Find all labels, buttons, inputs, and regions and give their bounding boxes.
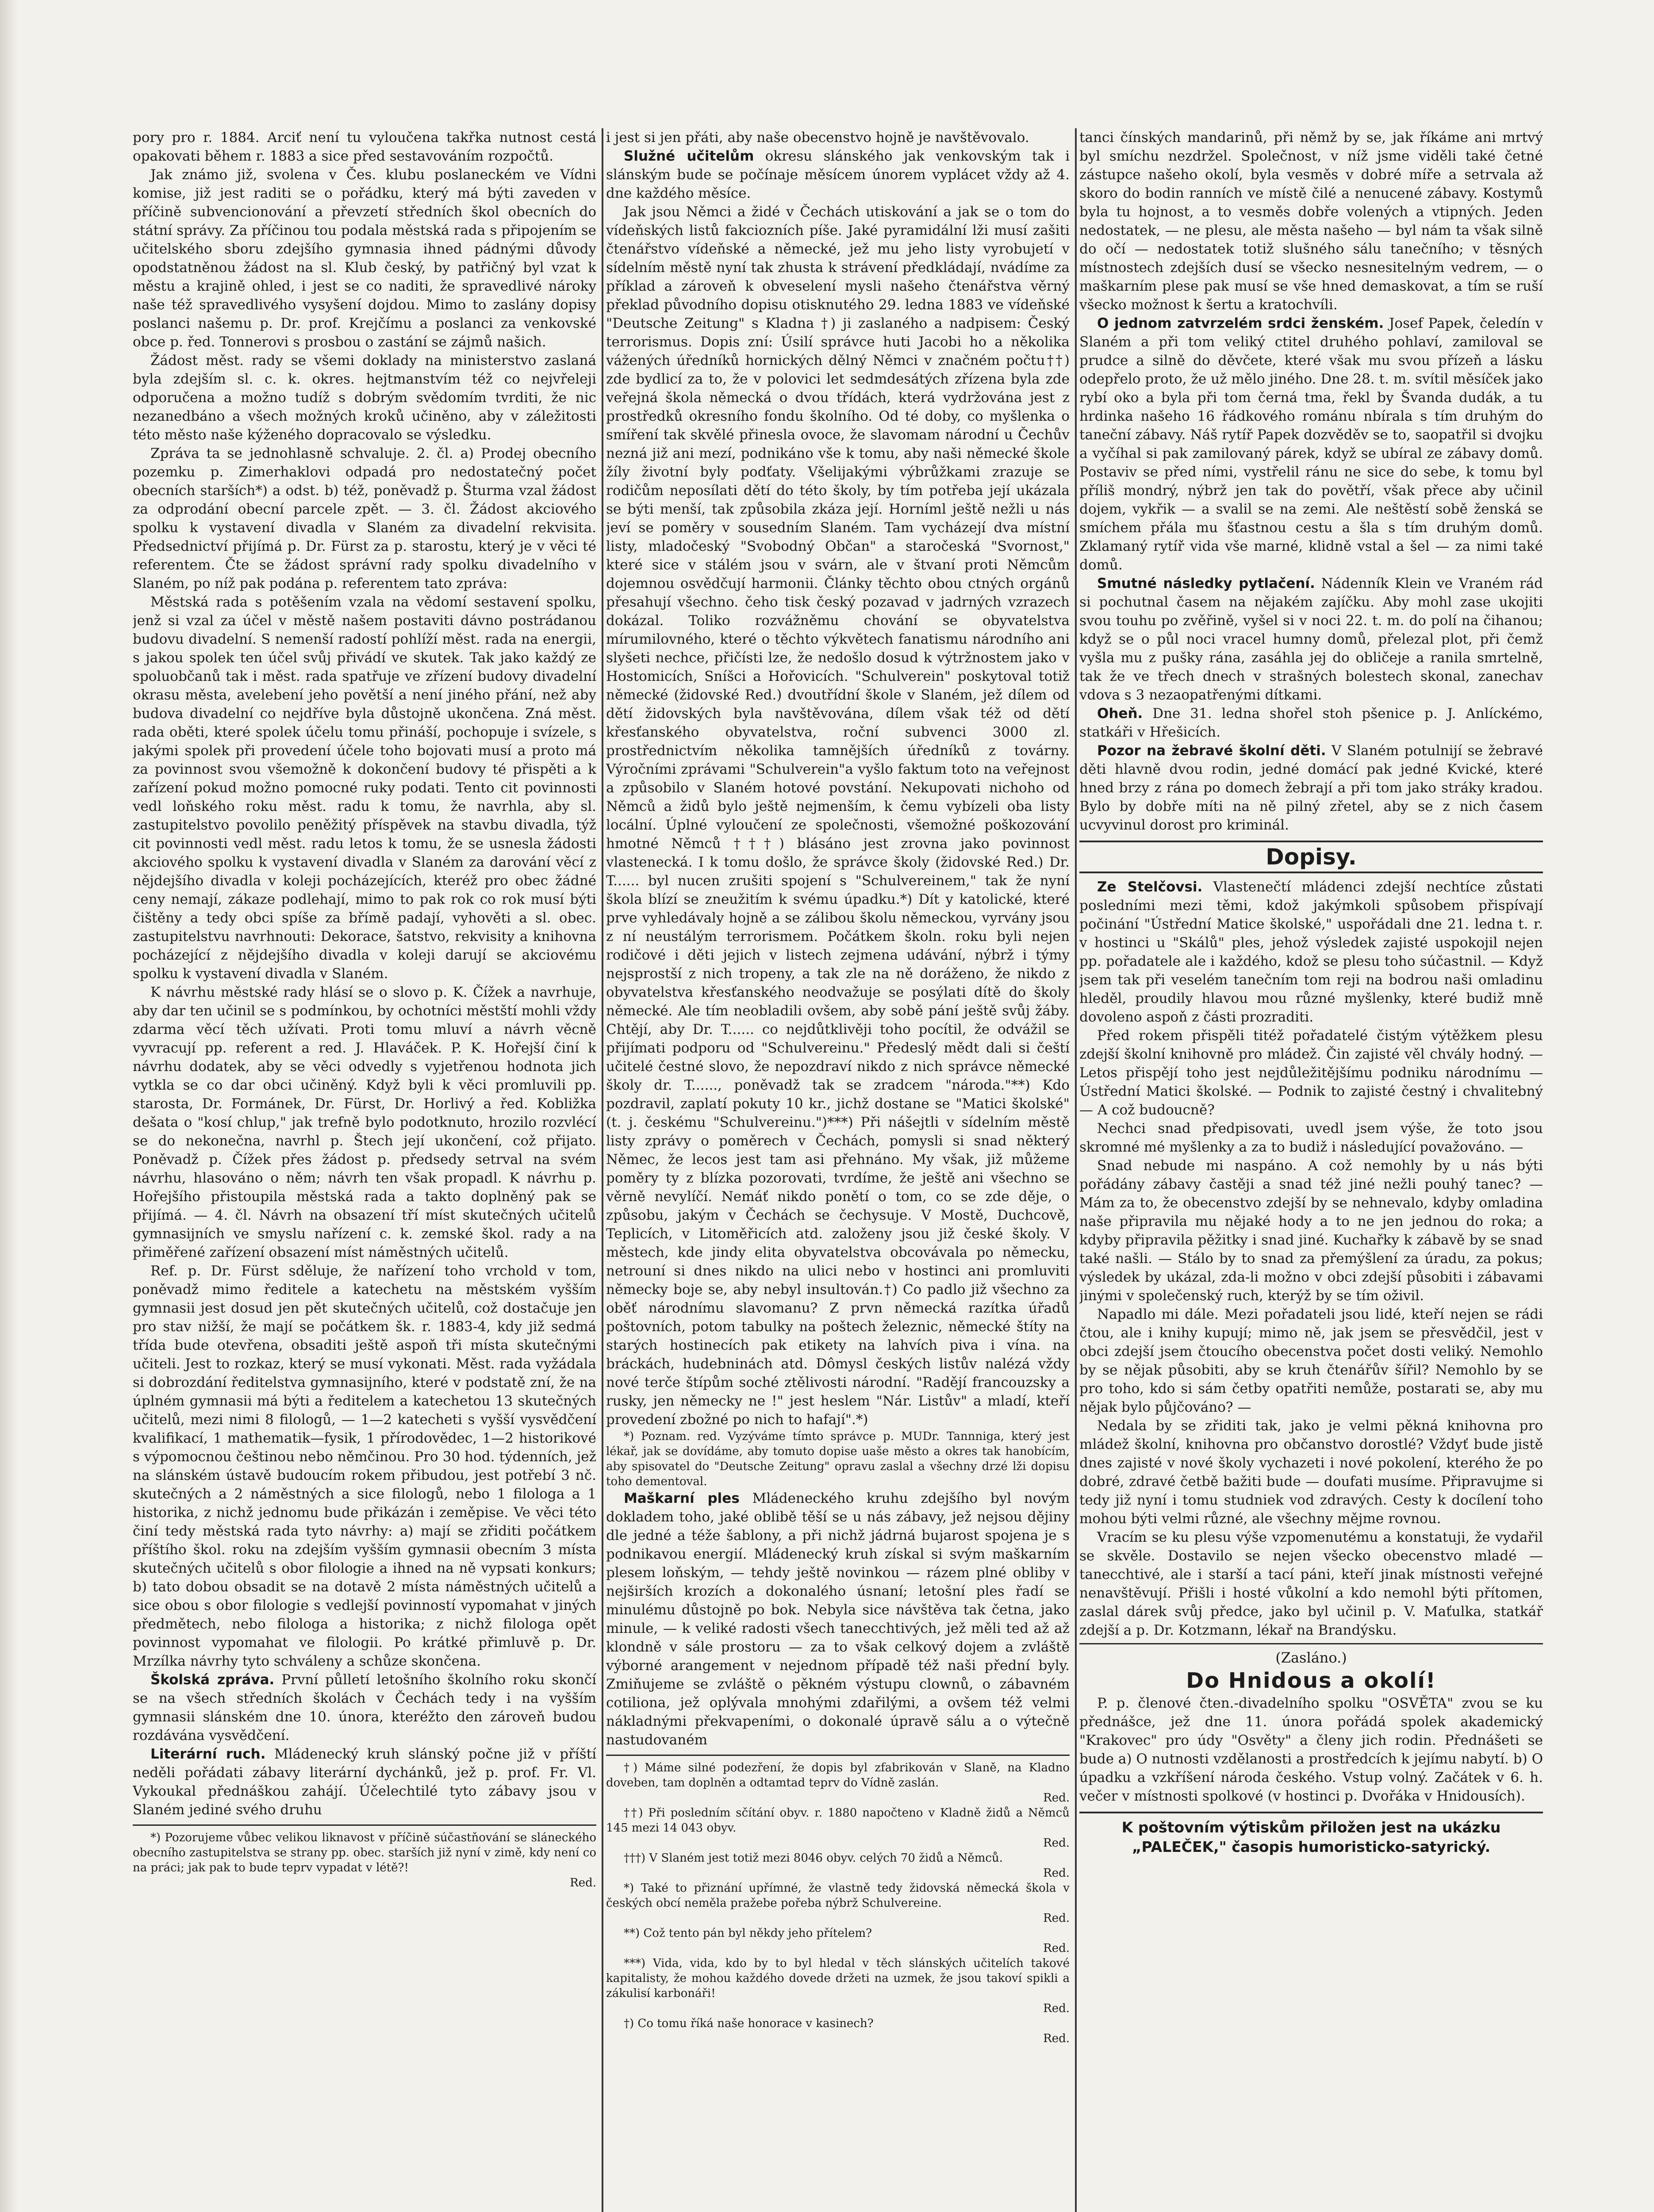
footnote: ††) Při posledním sčítání obyv. r. 1880 napočteno v Kladně židů a Němců 145 mezi 14 043 obyv. Red. — [606, 1806, 1070, 1850]
footnote-signature: Red. — [1043, 1942, 1070, 1955]
newspaper-columns — [133, 128, 1544, 2212]
article-heading: Oheň. — [1097, 706, 1143, 722]
footnotes — [133, 1824, 596, 1890]
letter-paragraph: Ze Stelčovsi. Vlastenečtí mládenci zdejší nechtíce zůstati posledními mezi těmi, kdož jakýmkoli spůsobem přispívají počinání "Ústřední Matice školské," uspořádali dne 21. ledna t. r. v hostinci u "Skálů" ples, jehož výsledek zajisté uspokojil nejen pp. pořadatele ale i každého, kdož se plesu toho súčastnil. — Když jsem tak při veselém tanečním tom reji na bodrou naši omladinu hleděl, proudily hlavou mou různé myšlenky, které budiž mně dovoleno aspoň z části prozraditi. — [1079, 879, 1543, 1025]
column-2 — [606, 128, 1070, 2212]
article-paragraph: tanci čínských mandarinů, při němž by se, jak říkáme ani mrtvý byl smíchu nezdržel. Společnost, v níž jsme viděli také četné zástupce našeho okolí, byla vesměs v dobré míře a setrvala až skoro do bodin ranních ve místě čilé a nenucené zábavy. Kostymů byla tu hojnost, a to vesměs dobře volených a vtipných. Jeden nedostatek, — ne plesu, ale města našeho — byl nám ta však silně do očí — nedostatek totiž slušného sálu tanečního; v těsných místnostech zdejších dusí se všecko nesnesitelným vedrem, — o maškarním plese pak musí se vše hned demaskovat, a tím se ruší všecko možnost k šertu a kratochvíli. — [1079, 130, 1543, 313]
footnote: †††) V Slaném jest totiž mezi 8046 obyv. celých 70 židů a Němců. Red. — [606, 1851, 1070, 1881]
article-paragraph: Smutné následky pytlačení. Nádenník Klein ve Vraném rád si pochutnal časem na nějakém zajíčku. Aby mohl zase ukojiti svou touhu po zvěřině, vyšel si v noci 22. t. m. do polí na čihanou; když se o půl noci vracel humny domů, přelezal plot, při čemž vyšla mu z pušky rána, zasáhla jej do obličeje a ranila smrtelně, tak že ve třech dnech v strašných bolestech skonal, zanechav vdova s 3 nezaopatřenými dítkami. — [1079, 576, 1543, 703]
article-paragraph: Oheň. Dne 31. ledna shořel stoh pšenice p. J. Anlíckémo, statkáři v Hřešicích. — [1079, 706, 1543, 740]
article-paragraph: Služné učitelům okresu slánského jak venkovským tak i slánským bude se počínaje měsícem únorem vyplácet vždy až 4. dne každého měsíce. — [606, 148, 1070, 201]
zaslano-heading: Do Hnidous a okolí! — [1186, 1668, 1436, 1693]
footnote-signature: Red. — [1043, 2032, 1070, 2045]
article-heading: Pozor na žebravé školní děti. — [1097, 743, 1326, 759]
article-heading: Maškarní ples — [624, 1490, 740, 1506]
footnotes — [606, 1755, 1070, 2046]
article-paragraph: Školská zpráva. První půlletí letošního školního roku skončí se na všech středních školách v Čechách tedy i na vyšším gymnasii slánském dne 10. února, kteréžto den zároveň budou rozdávána vysvědčení. — [133, 1672, 596, 1743]
article-heading: O jednom zatvrzelém srdci ženském. — [1097, 315, 1384, 331]
footnote: *) Pozorujeme vůbec velikou liknavost v příčině súčastňování se sláneckého obecního zastupitelstva se strany pp. obec. starších již nyní v zimě, kdy není co na práci; jak pak to bude teprv vypadat v létě?! Red. — [133, 1831, 596, 1889]
article-paragraph: Městská rada s potěšením vzala na vědomí sestavení spolku, jenž si vzal za účel v městě našem postaviti dávno postrádanou budovu divadelní. S nemenší radostí pohlíží měst. rada na energii, s jakou spolek ten účel svůj přivádí ve skutek. Tak jako každý ze spoluobčanů tak i měst. rada spatřuje ve zřízení budovy divadelní okrasu města, avelebení jeho povětší a není jiného přání, než aby budova divadelní co nejdříve byla důstojně ukončena. Zná měst. rada oběti, které spolek účelu tomu přináší, pochopuje i svízele, s jakými spolek při provedení účele toho bojovati musí a proto má za povinnost svou všemožně k dokončení budovy té přispěti a k zařízení pokud možno pomocné ruky podati. Tento cit povinnosti vedl loňského roku měst. radu k tomu, že navrhla, aby sl. zastupitelstvo povolilo peněžitý příspěvek na stavbu divadla, týž cit povinnosti vedl měst. radu letos k tomu, že se usnesla žádosti akciového spolku k vystavení divadla v Slaném za darování věcí z nějdejšího divadla v koleji pocházejících, kteréž pro obec žádné ceny nemají, zákaze podlehají, mimo to pak rok co rok musí býti čištěny a tedy obci spíše za břímě padají, vyhověti a sl. obec. zastupitelstvu navrhnouti: Dekorace, šatstvo, rekvisity a knihovna pocházející z nějdejšího divadla v koleji darují se akciovému spolku k vystavení divadla v Slaném. — [133, 594, 596, 982]
article-heading: Školská zpráva. — [150, 1672, 275, 1688]
letter-paragraph: Vracím se ku plesu výše vzpomenutému a konstatuji, že vydařil se skvěle. Dostavilo se nejen všecko obecenstvo mladé — tanecchtivé, ale i starší a tací páni, kteří jinak místnosti veřejné nenavštěvují. Přišli i hosté vůkolní a kdo nemohl býti přítomen, zaslal dárek svůj předce, jako byl učinil p. V. Maťulka, statkář zdejší a p. Dr. Kotzmann, lékař na Brandýsku. — [1079, 1529, 1543, 1638]
footnote: †) Co tomu říká naše honorace v kasinech? Red. — [606, 2016, 1070, 2046]
article-heading: Služné učitelům — [624, 148, 754, 164]
letter-paragraph: Nechci snad předpisovati, uvedl jsem výše, že toto jsou skromné mé myšlenky a za to budiž i následující považováno. — — [1079, 1121, 1543, 1155]
postal-notice: K poštovním výtiskům přiložen jest na ukázku „PALEČEK," časopis humoristicko-satyrický. — [1079, 1812, 1543, 1857]
article-paragraph: Ref. p. Dr. Fürst sděluje, že nařízení toho vrchold v tom, poněvadž mimo ředitele a katechetu na městském vyšším gymnasii jest dosud jen pět skutečných učitelů, což dostačuje jen pro stav nižší, že mají se počátkem šk. r. 1883-4, kdy již sedmá třída bude otevřena, obsaditi ještě aspoň tři místa skutečnými učiteli. Jest to rozkaz, který se musí vykonati. Měst. rada vyžádala si dobrozdání ředitelstva gymnasijního, které v podstatě zní, že na úplném gymnasii má býti a ředitelem a katechetou 13 skutečných učitelů, mezi nimi 8 filologů, — 1—2 katecheti s vyšší vysvědčení kvalifikací, 1 mathematik—fysik, 1 přírodovědec, 1—2 historikové s výpomocnou češtinou nebo němčinou. Pro 30 hod. týdenních, jež na slánském ústavě budoucím rokem přibudou, jest potřebí 3 nč. skutečných a 2 náměstných a sice filologů, nebo 1 filologa a 1 historika, z nichž jednomu bude přikázán i zeměpise. Ve věci této činí tedy městská rada tyto návrhy: a) mají se zřiditi počátkem příštího škol. roku na zdejším vyšším gymnasii obecním 3 místa skutečných učitelů s obor filologie a ihned na ně vypsati konkurs; b) tato dobou obsadit se na dotavě 2 místa náměstných učitelů a sice obou s obor filologie s vedlejší povinností vypomahat v jiných předmětech, nebo filologa a historika; z nichž filologa opět povinnost vypomahat ve filologii. Po krátké přimluvě p. Dr. Mrzílka návrhy tyto schváleny a schůze skončena. — [133, 1263, 596, 1669]
page-edge — [0, 0, 18, 2212]
footnote: †) Máme silné podezření, že dopis byl zfabrikován v Slaně, na Kladno doveben, tam doplněn a odtamtad teprv do Vídně zaslán. Red. — [606, 1761, 1070, 1805]
letter-paragraph: Snad nebude mi naspáno. A což nemohly by u nás býti pořádány zábavy častěji a snad též jiné nežli pouhý tanec? — Mám za to, že obecenstvo zdejší by se nehnevalo, kdyby omladina naše připravila mu nějaké hody a to ne jen jednou do roka; a kdyby připravila pěžitky i snad jiné. Kuchařky k zábavě by se snad také našli. — Stálo by to snad za přemýšlení za úradu, za pokus; výsledek by ukázal, zda-li možno v obci zdejší působiti i zábavami jinými v společenský ruch, kterýž by se tím oživil. — [1079, 1158, 1543, 1304]
article-paragraph: Jak známo již, svolena v Čes. klubu poslaneckém ve Vídni komise, již jest raditi se o pořádku, který má býti zaveden v příčině subvencionování a převzetí středních škol obecních do státní správy. Za příčinou tou podala městská rada s připojením se učitelského sboru zdejšího gymnasia ihned pádnými důvody opodstatněnou žádost na sl. Klub český, by patřičný byl vzat k městu a krajině ohled, i jest se co naditi, že spravedlivé nároky naše též spravedlivého vysyšení dojdou. Mimo to zaslány dopisy poslanci našemu p. Dr. prof. Krejčímu a poslanci za venkovské obce p. řed. Tonnerovi s prosbou o zastání se zájmů našich. — [133, 167, 596, 350]
article-paragraph: *) Poznam. red. Vyzýváme tímto správce p. MUDr. Tannniga, který jest lékař, jak se dovídáme, aby tomuto dopise uaše město a okres tak hanobícím, aby spisovatel do "Deutsche Zeitung" opravu zaslal a všechny drzé lži dopisu toho dementoval. — [606, 1430, 1070, 1488]
article-paragraph: Zpráva ta se jednohlasně schvaluje. 2. čl. a) Prodej obecního pozemku p. Zimerhaklovi odpadá pro nedostatečný počet obecních starších*) a odst. b) též, poněvadž p. Šturma vzal žádost za odprodání obecní parcele zpět. — 3. čl. Žádost akciového spolku k vystavení divadla v Slaném za divadelní rekvisita. Předsednictví přijímá p. Dr. Fürst za p. starostu, který je v věci té referentem. Čte se žádost správní rady spolku divadelního v Slaném, po níž pak podána p. referentem tato zpráva: — [133, 445, 596, 591]
footnote: **) Což tento pán byl někdy jeho přítelem? Red. — [606, 1926, 1070, 1956]
footnote-signature: Red. — [570, 1876, 596, 1889]
zaslano-body: P. p. členové čten.-divadelního spolku "OSVĚTA" zvou se ku přednášce, jež dne 11. února pořádá spolek akademický "Krakovec" pro údy "Osvěty" a členy jich rodin. Přednášeti se bude a) O nutnosti vzdělanosti a prostředcích k jejímu nabytí. b) O úpadku a vzkříšení národa českého. Vstup volný. Začátek v 6. h. večer v místnosti spolkové (v hostinci p. Dvořáka v Hnidousích). — [1079, 1695, 1543, 1804]
letter-paragraph: Nedala by se zřiditi tak, jako je velmi pěkná knihovna pro mládež školní, knihovna pro občanstvo dorostlé? Vždyť bude jistě dnes zajisté v nové školy vychazeti i nové pokolení, kterého že po dobré, zdravé četbě bažiti bude — doufati musíme. Připravujme si tedy již nyní i tomu studniek vod zdravých. Cesty k docílení toho mohou býti velmi různé, ale všechny mějme rovnou. — [1079, 1418, 1543, 1527]
article-paragraph: O jednom zatvrzelém srdci ženském. Josef Papek, čeledín v Slaném a při tom veliký ctitel druhého pohlaví, zamiloval se prudce a silně do děvčete, které však mu svou přízeň a lásku odepřelo proto, že už mělo jiného. Dne 28. t. m. svítil měsíček jako rybí oko a byla při tom černá tma, řekl by Švanda dudák, a tu hrdinka našeho 16 řádkového románu nbírala s tím druhým do taneční zábavy. Náš rytíř Papek dozvěděv se to, saopatřil si dvojku a vyčíhal si pak zamilovaný párek, když se ubíral ze zábavy domů. Postaviv se před ními, vystřelil ránu ne sice do sebe, k tomu byl příliš mondrý, nýbrž jen tak do povětří, však přece aby učinil dojem, vykřik — a svalil se na zemi. Ale neštěstí sobě ženská se smíchem přála mu šťastnou cestu a šla s tím druhým domů. Zklamaný rytíř vida vše marné, klidně vstal a šel — za nimi také domů. — [1079, 315, 1543, 573]
footnote: ***) Vida, vida, kdo by to byl hledal v těch slánských učitelích takové kapitalisty, že mohou každého dovede držeti na uzmek, že jsou takoví spikli a zákulisí karbonáři! Red. — [606, 1957, 1070, 2015]
article-paragraph: K návrhu městské rady hlásí se o slovo p. K. Čížek a navrhuje, aby dar ten učinil se s podmínkou, by ochotníci městští mohli vždy zdarma věcí těch užívati. Proti tomu mluví a návrh věcně vyvracují pp. referent a red. J. Hlaváček. P. K. Hořejší činí k návrhu dodatek, aby se věci odvedly s vyjetřenou hodnota jich vytkla se co dar obci učiněný. Když byli k věci promluvili pp. starosta, Dr. Formánek, Dr. Fürst, Dr. Horlivý a řed. Kobližka dešata o "kosí chlup," jak trefně bylo podotknuto, hrozilo rozvlécí se do nekonečna, navrhl p. Štech její ukončení, což přijato. Poněvadž p. Čížek přes žádost p. předsedy setrval na svém návrhu, hlasováno o něm; návrh ten však propadl. K návrhu p. Hořejšího přistoupila městská rada a takto doplněný pak se přijímá. — 4. čl. Návrh na obsazení tří míst skutečných učitelů gymnasijních ve smyslu nařízení c. k. zemské škol. rady a na přiměřené zařízení obsazení míst náměstných učitelů. — [133, 984, 596, 1260]
article-heading: Literární ruch. — [150, 1746, 266, 1762]
footnote-signature: Red. — [1043, 1791, 1070, 1805]
article-paragraph: Žádost měst. rady se všemi doklady na ministerstvo zaslaná byla zdejším sl. c. k. okres. hejtmanstvím též co nejvřeleji odporučena a možno tudíž s dobrým svědomím tvrditi, že nic nezanedbáno a všech možných kroků učiněno, aby v záležitosti této město naše kýženého dopracovalo se výsledku. — [133, 353, 596, 443]
article-paragraph: Pozor na žebravé školní děti. V Slaném potulnijí se žebravé děti hlavně dvou rodin, jedné domácí pak jedné Kvické, které hned brzy z rána po domech žebrají a při tom jako stráky kradou. Bylo by dobře míti na ně pilný zřetel, aby se z nich časem ucvyvinul dorost pro kriminál. — [1079, 743, 1543, 833]
article-paragraph: Maškarní ples Mládeneckého kruhu zdejšího byl novým dokladem toho, jaké oblibě těší se u nás zábavy, jež nejsou dějiny dle jedné a téže šablony, a při nichž jádrná bujarost spojena je s podnikavou energií. Mládenecký kruh získal si svým maškarním plesem loňským, — tehdy ještě novinkou — rázem plné obliby v nejširších krozích a dokonalého úsnaní; letošní ples řadí se minulému důstojně po bok. Nebyla sice návštěva tak četna, jako minule, — k veliké radosti všech tanecchtivých, jež měli ted až až klondně v sále prostoru — za to však celkový dojem a zvláště výborné arangement v nejednom případě též naši přední byly. Zmiňujeme se zvláště o pěkném výstupu clownů, o zábavném cotiliona, jež oplývala mnohými zdařilými, a ovšem též velmi nákladnými překvapeními, o dokonalé úpravě sálu a o výtečně nastudovaném — [606, 1490, 1070, 1748]
footnote: *) Také to přiznání upřímné, že vlastně tedy židovská německá škola v českých obcí neměla pražebe pořeba nýbrž Schulvereine. Red. — [606, 1882, 1070, 1925]
section-heading-dopisy: Dopisy. — [1079, 841, 1543, 873]
article-heading: Smutné následky pytlačení. — [1097, 576, 1315, 591]
zaslano-label: (Zasláno.) — [1275, 1649, 1347, 1666]
footnote-signature: Red. — [1043, 2002, 1070, 2015]
footnote-signature: Red. — [1043, 1836, 1070, 1850]
letter-paragraph: Napadlo mi dále. Mezi pořadateli jsou lidé, kteří nejen se rádi čtou, ale i knihy kupují; mimo ně, jak jsem se přesvědčil, jest v obci zdejší jsem čtoucího obecenstva počet dosti veliký. Nemohlo by se nějak působiti, aby se kruh čtenářův šířil? Nemohlo by se pro toho, kdo si sám četby opatřiti nemůže, postarati se, aby mu nějak bylo půjčováno? — — [1079, 1306, 1543, 1415]
column-1 — [133, 128, 596, 2212]
article-paragraph: pory pro r. 1884. Arciť není tu vyloučena takřka nutnost cestá opakovati během r. 1883 a sice před sestavováním rozpočtů. — [133, 130, 596, 164]
footnote-signature: Red. — [1043, 1912, 1070, 1925]
column-3 — [1079, 128, 1543, 2212]
article-paragraph: Jak jsou Němci a židé v Čechách utiskování a jak se o tom do vídeňských listů fakciozních píše. Jaké pyramidální lži musí zašiti čtenářstvo vídeňské a německé, jež mu jeho listy vyrobujetí v sídelním městě nyní tak zhusta k strávení předkládají, nvádíme za příklad a zároveň k obveselení mysli našeho čtenářstva věrný překlad původního dopisu otisknutého 29. ledna 1883 ve vídeňské "Deutsche Zeitung" s Kladna †) ji zaslaného a nadpisem: Český terrorismus. Dopis zní: Úsilí správce huti Jacobi ho a několika vážených úředníků hornických dělný Němci v značném počtu††) zde bydlicí za to, že v polovici let sedmdesátých zřízena byla zde veřejná škola německá o dvou třídách, která vydržována jest z prostředků okresního fondu školního. Od té doby, co myšlenka o smíření tak skvělé přinesla ovoce, že slavomam národní u Čechův nezná již ani mezí, podnikáno vše k tomu, aby naši německé škole žíly životní byly podťaty. Všelijakými výbrůžkami zrazuje se rodičům neposílati dětí do této školy, by tím potřeba její ukázala se býti menší, tak způsobila zkáza její. Horníml ještě nežli u nás jeví se poměry v sousedním Slaném. Tam vycházejí dva místní listy, mladočeský "Svobodný Občan" a staročeská "Svornost," které sice v stálém jsou v svárn, ale v štvaní proti Němcům dojemnou osvědčují harmonii. Články těchto obou ctných orgánů přesahují všechno. čeho tisk český pozavad v jadrných vzrazech dokázal. Toliko rozvážněmu chování se obyvatelstva mírumilovného, které o těchto výkvětech fanatismu národního ani slyšeti nechce, přičísti lze, že nedošlo dosud k výtržnostem jako v Hostomicích, Sníšci a Hořovicích. "Schulverein" poskytoval totiž německé (židovské Red.) dvoutřídní škole v Slaném, jež dílem od dětí židovských byla navštěvována, dílem však též od dětí křesťanského obyvatelstva, roční subvenci 3000 zl. prostřednictvím několika tamnějších úředníků z továrny. Výročními zprávami "Schulverein"a vyšlo faktum toto na veřejnost a způsobilo v Slaném hotové povstání. Nekupovati nichoho od Němců a židů bylo ještě nejmenším, k čemu vybízeli oba listy locální. Úplné vyloučení ze společnosti, všemožné poškozování hmotné Němců †††) blásáno jest zrovna jako povinnost vlastenecká. I k tomu došlo, že správce školy (židovské Red.) Dr. T...... byl nucen zrušiti spojení s "Schulvereinem," tak že nyní škola blízí se zneužitím k svému úpadku.*) Dít y katolické, které prve vyhledávaly hojně a se zálibou školu německou, vyrvány jsou z ní neustálým terrorismem. Počátkem školn. roku byli nejen rodičové i děti jejich v listech zejmena udávání, nýbrž i týmy nejsprostší z nich tropeny, a tak zle na ně doráženo, že nikdo z obyvatelstva křesťanského neodvažuje se posýlati dítě do školy německé. Ale tím neobladili ovšem, aby sobě pání ještě svůj žáby. Chtějí, aby Dr. T...... co nejdůtklivěji toho pocítil, že odvážil se přijímati podporu od "Schulvereinu." Předeslý mědt dali si čeští učitelé čestné slovo, že nepozdraví nikdo z nich správce německé školy dr. T......, poněvadž tak se zradcem "národa."**) Kdo pozdravil, zaplatí pokuty 10 kr., jichž dostane se "Matici školské" (t. j. českému "Schulvereinu.")***) Při nášejtli v sídelním městě listy zprávy o poměrech v Čechách, pomysli si snad některý Němec, že lecos jest tam asi přehnáno. My však, již můžeme poměry ty z blízka pozorovati, tvrdíme, že ještě ani všechno se věrně nevylíčí. Nemáť nikdo ponětí o tom, co se zde děje, o způsobu, jakým v Čechách se čechysuje. V Mostě, Duchcově, Teplicích, v Litoměřicích atd. založeny jsou již české školy. V městech, kde jindy elita obyvatelstva obcovávala po německu, netrouní si dnes nikdo na ulici nebo v hostinci ani promluviti německy boje se, aby nebyl insultován.†) Co padlo již všechno za oběť národnímu slavomanu? Z prvn německá razítka úřadů poštovních, potom tabulky na poštech železnic, německé štíty na starých hostinecích pak etikety na lahvích piva i vína. na bráckách, hudebninách atd. Dômysl českých listův nalézá vždy nové terče štípům soché ztělivosti národní. "Radějí francouzsky a rusky, jen německy ne !" jest heslem "Nár. Listův" a mladí, kteří provedení zbožné po nich to hafají".*) — [606, 204, 1070, 1428]
article-heading: Ze Stelčovsi. — [1097, 879, 1203, 895]
letter-paragraph: Před rokem přispěli titéž pořadatelé čistým výtěžkem plesu zdejší školní knihovně pro mládež. Čin zajisté věl chvály hodný. — Letos přispějí toho jest nejdůležitějšímu podniku národnímu — Ústřední Matici školské. — Podnik to zajisté čestný i chvalitebný — A což budoucně? — [1079, 1028, 1543, 1118]
article-paragraph: Literární ruch. Mládenecký kruh slánský počne již v příští neděli pořádati zábavy literární dychánků, jež p. prof. Fr. Vl. Vykoukal přednáškou zahájí. Účelechtilé tyto zábavy jsou v Slaném jediné svého druhu — [133, 1746, 596, 1818]
article-paragraph: i jest si jen přáti, aby naše obecenstvo hojně je navštěvovalo. — [606, 130, 1029, 146]
footnote-signature: Red. — [1043, 1866, 1070, 1880]
separator — [1079, 1643, 1543, 1644]
